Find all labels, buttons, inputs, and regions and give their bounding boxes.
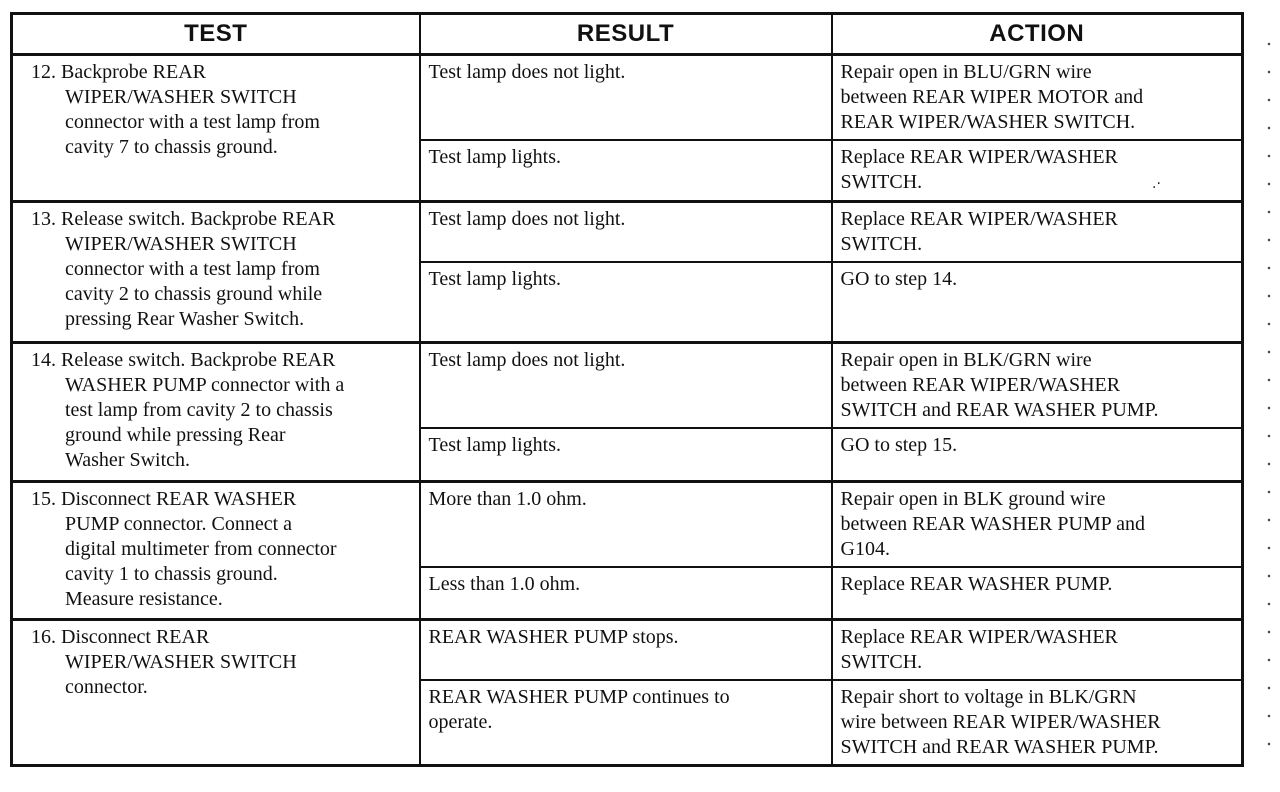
result-cell: REAR WASHER PUMP stops. — [420, 619, 832, 680]
result-cell: REAR WASHER PUMP continues to operate. — [420, 680, 832, 766]
table-row — [12, 619, 1243, 680]
result-cell: Test lamp lights. — [420, 140, 832, 201]
test-text-first: Disconnect REAR WASHER — [61, 487, 297, 510]
step-number: 13. — [31, 207, 56, 230]
test-text-first: Backprobe REAR — [61, 61, 206, 83]
step-number: 14. — [31, 348, 56, 371]
test-cell-step-14 — [12, 342, 420, 481]
test-cell-step-12 — [12, 55, 420, 202]
test-cell-step-13 — [12, 201, 420, 342]
table-row — [12, 481, 1243, 567]
result-cell: Test lamp does not light. — [420, 55, 832, 141]
action-cell: Replace REAR WIPER/WASHER SWITCH. — [832, 140, 1243, 201]
result-cell: Less than 1.0 ohm. — [420, 567, 832, 619]
header-row — [12, 14, 1243, 55]
header-result: RESULT — [420, 14, 832, 55]
table-row — [12, 55, 1243, 141]
result-cell: Test lamp lights. — [420, 262, 832, 342]
test-text-first: Disconnect REAR — [61, 625, 210, 648]
action-cell: GO to step 14. — [832, 262, 1243, 342]
scan-artifact-dots — [1266, 30, 1272, 770]
step-number: 16. — [31, 625, 56, 648]
action-cell: GO to step 15. — [832, 428, 1243, 481]
header-test: TEST — [12, 14, 420, 55]
action-cell: Repair short to voltage in BLK/GRN wire between REAR WIPER/WASHER SWITCH and REAR WASHER PUMP. — [832, 680, 1243, 766]
action-cell: Replace REAR WASHER PUMP. — [832, 567, 1243, 619]
action-cell: Replace REAR WIPER/WASHER SWITCH. — [832, 619, 1243, 680]
diagnostic-table — [10, 12, 1244, 767]
scan-artifact-mark: .· — [1152, 176, 1161, 192]
test-text-rest: WIPER/WASHER SWITCH connector with a test lamp from cavity 7 to chassis ground. — [65, 86, 320, 158]
test-cell-step-16 — [12, 619, 420, 766]
action-cell: Repair open in BLK/GRN wire between REAR WIPER/WASHER SWITCH and REAR WASHER PUMP. — [832, 342, 1243, 428]
test-text-rest: WIPER/WASHER SWITCH connector. — [65, 650, 297, 698]
result-cell: Test lamp does not light. — [420, 201, 832, 262]
result-cell: Test lamp does not light. — [420, 342, 832, 428]
action-cell: Repair open in BLU/GRN wire between REAR WIPER MOTOR and REAR WIPER/WASHER SWITCH. — [832, 55, 1243, 141]
test-cell-step-15 — [12, 481, 420, 619]
result-cell: Test lamp lights. — [420, 428, 832, 481]
test-text-first: Release switch. Backprobe REAR — [61, 207, 336, 230]
test-text-rest: WASHER PUMP connector with a test lamp from cavity 2 to chassis ground while pressing Rear Washer Switch. — [65, 373, 345, 471]
table-row — [12, 201, 1243, 262]
test-text-rest: PUMP connector. Connect a digital multimeter from connector cavity 1 to chassis ground. Measure resistance. — [65, 512, 337, 610]
action-cell: Replace REAR WIPER/WASHER SWITCH. — [832, 201, 1243, 262]
result-cell: More than 1.0 ohm. — [420, 481, 832, 567]
header-action: ACTION — [832, 14, 1243, 55]
test-text-first: Release switch. Backprobe REAR — [61, 348, 336, 371]
step-number: 15. — [31, 487, 56, 510]
action-cell: Repair open in BLK ground wire between REAR WASHER PUMP and G104. — [832, 481, 1243, 567]
table-row — [12, 342, 1243, 428]
step-number: 12. — [31, 61, 56, 83]
test-text-rest: WIPER/WASHER SWITCH connector with a test lamp from cavity 2 to chassis ground while pressing Rear Washer Switch. — [65, 232, 323, 330]
